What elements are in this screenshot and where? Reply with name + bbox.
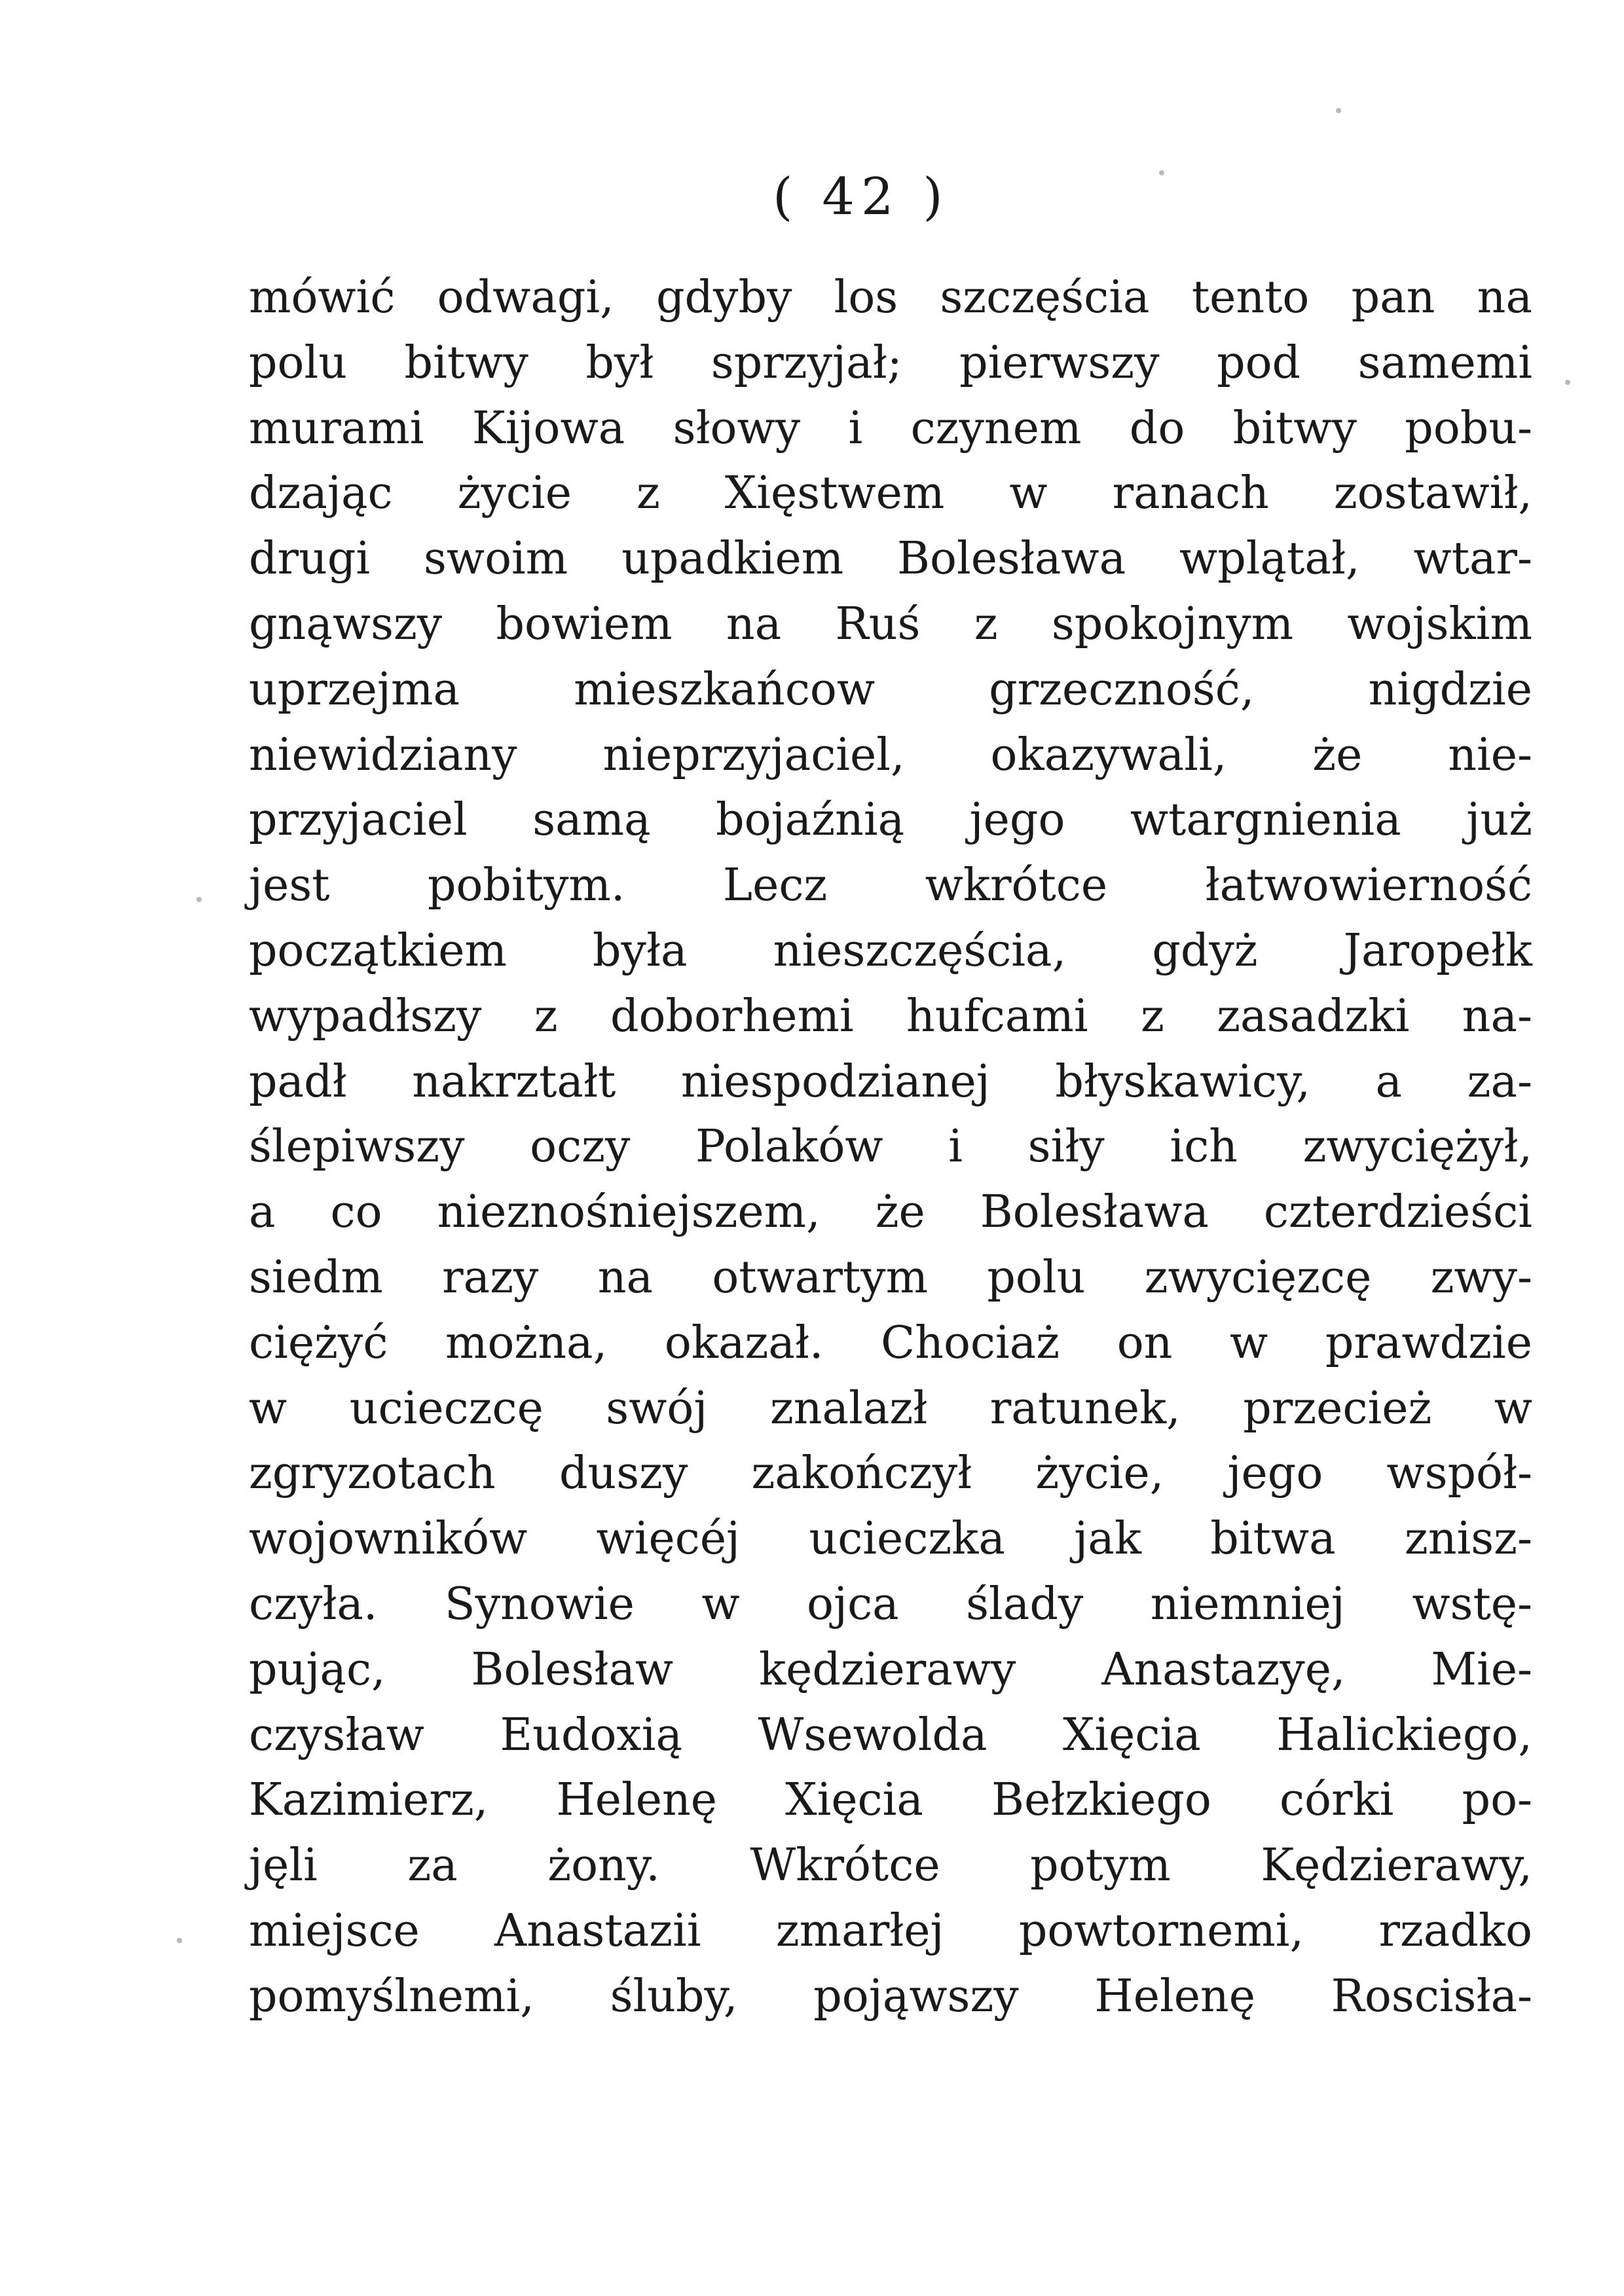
text-line: niewidziany nieprzyjaciel, okazywali, że nie- xyxy=(249,729,1532,781)
page-number: ( 42 ) xyxy=(773,168,950,227)
text-line: miejsce Anastazii zmarłej powtornemi, rzadko xyxy=(249,1904,1532,1957)
text-line: czysław Eudoxią Wsewolda Xięcia Halickiego, xyxy=(249,1709,1532,1761)
paper-speck xyxy=(1336,108,1341,113)
text-line: uprzejma mieszkańcow grzeczność, nigdzie xyxy=(249,663,1532,716)
text-line: pomyślnemi, śluby, pojąwszy Helenę Roscisła- xyxy=(249,1970,1532,2022)
paper-speck xyxy=(1565,380,1570,385)
text-line: pując, Bolesław kędzierawy Anastazyę, Mie- xyxy=(249,1643,1532,1696)
text-line: w ucieczcę swój znalazł ratunek, przecież w xyxy=(249,1382,1532,1434)
text-line: ślepiwszy oczy Polaków i siły ich zwyciężył, xyxy=(249,1121,1532,1173)
text-line: ciężyć można, okazał. Chociaż on w prawdzie xyxy=(249,1317,1532,1369)
text-line: Kazimierz, Helenę Xięcia Bełzkiego córki po- xyxy=(249,1774,1532,1827)
text-line: gnąwszy bowiem na Ruś z spokojnym wojskim xyxy=(249,598,1532,650)
text-line: zgryzotach duszy zakończył życie, jego współ- xyxy=(249,1448,1532,1500)
text-line: a co nieznośniejszem, że Bolesława czterdzieści xyxy=(249,1186,1532,1239)
text-line: jęli za żony. Wkrótce potym Kędzierawy, xyxy=(249,1840,1532,1892)
text-line: mówić odwagi, gdyby los szczęścia tento pan na xyxy=(249,272,1532,323)
text-line: padł nakrztałt niespodzianej błyskawicy, a za- xyxy=(249,1055,1532,1108)
paper-speck xyxy=(177,1938,182,1943)
text-line: czyła. Synowie w ojca ślady niemniej wstę- xyxy=(249,1578,1532,1630)
text-line: polu bitwy był sprzyjał; pierwszy pod samemi xyxy=(249,337,1532,389)
text-line: jest pobitym. Lecz wkrótce łatwowierność xyxy=(249,860,1532,912)
text-line: wojowników więcéj ucieczka jak bitwa znisz- xyxy=(249,1513,1532,1565)
text-line: wypadłszy z doborhemi hufcami z zasadzki na- xyxy=(249,990,1532,1042)
text-line: siedm razy na otwartym polu zwycięzcę zwy- xyxy=(249,1251,1532,1303)
text-line: przyjaciel samą bojaźnią jego wtargnienia już xyxy=(249,794,1532,847)
text-line: drugi swoim upadkiem Bolesława wplątał, wtar- xyxy=(249,533,1532,585)
paper-speck xyxy=(196,897,202,902)
text-line: murami Kijowa słowy i czynem do bitwy pobu- xyxy=(249,402,1532,454)
body-text xyxy=(249,265,1532,2030)
paper-speck xyxy=(1159,170,1164,175)
text-line: początkiem była nieszczęścia, gdyż Jaropełk xyxy=(249,924,1532,977)
text-line: dzając życie z Xięstwem w ranach zostawił, xyxy=(249,467,1532,520)
